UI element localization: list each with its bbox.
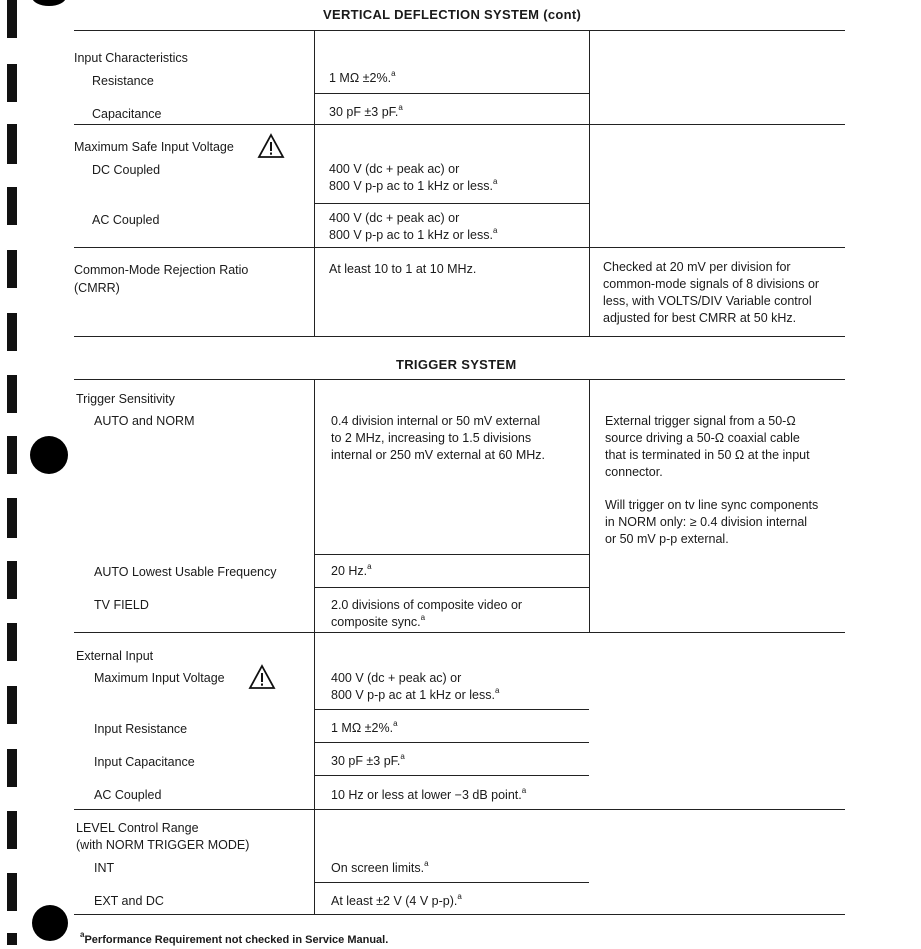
row-value: At least 10 to 1 at 10 MHz. [329, 262, 477, 276]
row-value: 20 Hz.$^a$ [331, 562, 372, 578]
row-value: 30 pF ±3 pF.$^a$ [329, 103, 403, 119]
row-label: AC Coupled [92, 213, 160, 227]
row-value: 1 MΩ ±2%.$^a$ [331, 719, 398, 735]
row-label: Input Capacitance [94, 755, 195, 769]
row-value: 2.0 divisions of composite video or [331, 598, 523, 612]
footnote: $^a$Performance Requirement not checked in Service Manual. [80, 930, 389, 946]
row-note: less, with VOLTS/DIV Variable control [603, 294, 812, 308]
row-note: in NORM only: ≥ 0.4 division internal [605, 515, 808, 529]
row-value: On screen limits.$^a$ [331, 859, 429, 875]
row-note: External trigger signal from a 50-Ω [605, 414, 796, 428]
binder-mark [7, 250, 17, 288]
column-divider [314, 379, 315, 914]
row-note: source driving a 50-Ω coaxial cable [605, 431, 800, 445]
row-value: 800 V p-p ac to 1 kHz or less.$^a$ [329, 177, 498, 193]
binder-mark [7, 749, 17, 787]
warning-triangle-icon [257, 133, 285, 159]
row-label: Input Characteristics [74, 51, 188, 65]
row-label: External Input [76, 649, 154, 663]
row-note: that is terminated in 50 Ω at the input [605, 448, 810, 462]
section-title-vertical: VERTICAL DEFLECTION SYSTEM (cont) [323, 7, 582, 22]
column-divider [314, 30, 315, 337]
binder-mark [7, 933, 17, 945]
row-label: Common-Mode Rejection Ratio [74, 263, 249, 277]
row-note: common-mode signals of 8 divisions or [603, 277, 820, 291]
binder-mark [7, 436, 17, 474]
row-label: Maximum Safe Input Voltage [74, 140, 234, 154]
row-divider [314, 775, 589, 776]
row-value: 400 V (dc + peak ac) or [329, 211, 460, 225]
row-value: 1 MΩ ±2%.$^a$ [329, 69, 396, 85]
binder-mark [7, 873, 17, 911]
binder-mark [7, 375, 17, 413]
row-note: adjusted for best CMRR at 50 kHz. [603, 311, 797, 325]
punch-hole [30, 436, 68, 474]
row-note: or 50 mV p-p external. [605, 532, 729, 546]
row-label: EXT and DC [94, 894, 164, 908]
row-label: (CMRR) [74, 281, 120, 295]
row-label: Maximum Input Voltage [94, 671, 225, 685]
row-divider [314, 203, 589, 204]
row-value: 800 V p-p ac at 1 kHz or less.$^a$ [331, 686, 500, 702]
row-note: Checked at 20 mV per division for [603, 260, 791, 274]
row-divider [74, 124, 845, 125]
row-label: AC Coupled [94, 788, 162, 802]
row-value: At least ±2 V (4 V p-p).$^a$ [331, 892, 462, 908]
row-label: Input Resistance [94, 722, 188, 736]
row-divider [74, 809, 845, 810]
row-divider [74, 632, 845, 633]
binder-mark [7, 124, 17, 164]
row-value: 400 V (dc + peak ac) or [329, 162, 460, 176]
row-divider [314, 93, 589, 94]
column-divider [589, 30, 590, 337]
row-divider [314, 587, 589, 588]
row-value: 30 pF ±3 pF.$^a$ [331, 752, 405, 768]
punch-hole [32, 0, 66, 6]
table-rule [74, 379, 845, 380]
row-label: (with NORM TRIGGER MODE) [76, 838, 250, 852]
binder-mark [7, 561, 17, 599]
column-divider [589, 379, 590, 632]
row-divider [74, 247, 845, 248]
binder-mark [7, 313, 17, 351]
row-divider [314, 709, 589, 710]
row-label: Trigger Sensitivity [76, 392, 175, 406]
binder-mark [7, 498, 17, 538]
punch-hole [32, 905, 68, 941]
row-divider [314, 882, 589, 883]
row-value: internal or 250 mV external at 60 MHz. [331, 448, 545, 462]
row-divider [314, 742, 589, 743]
row-label: TV FIELD [94, 598, 149, 612]
table-rule [74, 914, 845, 915]
binder-mark [7, 623, 17, 661]
row-value: composite sync.$^a$ [331, 613, 426, 629]
binder-mark [7, 686, 17, 724]
row-label: AUTO and NORM [94, 414, 195, 428]
binder-mark [7, 811, 17, 849]
row-label: Resistance [92, 74, 154, 88]
section-title-trigger: TRIGGER SYSTEM [396, 357, 517, 372]
row-note: Will trigger on tv line sync components [605, 498, 819, 512]
row-label: AUTO Lowest Usable Frequency [94, 565, 277, 579]
row-value: 10 Hz or less at lower −3 dB point.$^a$ [331, 786, 527, 802]
row-label: LEVEL Control Range [76, 821, 199, 835]
row-label: Capacitance [92, 107, 162, 121]
row-value: 400 V (dc + peak ac) or [331, 671, 462, 685]
binder-mark [7, 0, 17, 38]
warning-triangle-icon [248, 664, 276, 690]
table-rule [74, 336, 845, 337]
row-value: 800 V p-p ac to 1 kHz or less.$^a$ [329, 226, 498, 242]
row-divider [314, 554, 589, 555]
row-label: INT [94, 861, 115, 875]
row-value: 0.4 division internal or 50 mV external [331, 414, 541, 428]
binder-mark [7, 187, 17, 225]
table-rule [74, 30, 845, 31]
row-note: connector. [605, 465, 663, 479]
row-label: DC Coupled [92, 163, 161, 177]
binder-mark [7, 64, 17, 102]
row-value: to 2 MHz, increasing to 1.5 divisions [331, 431, 532, 445]
